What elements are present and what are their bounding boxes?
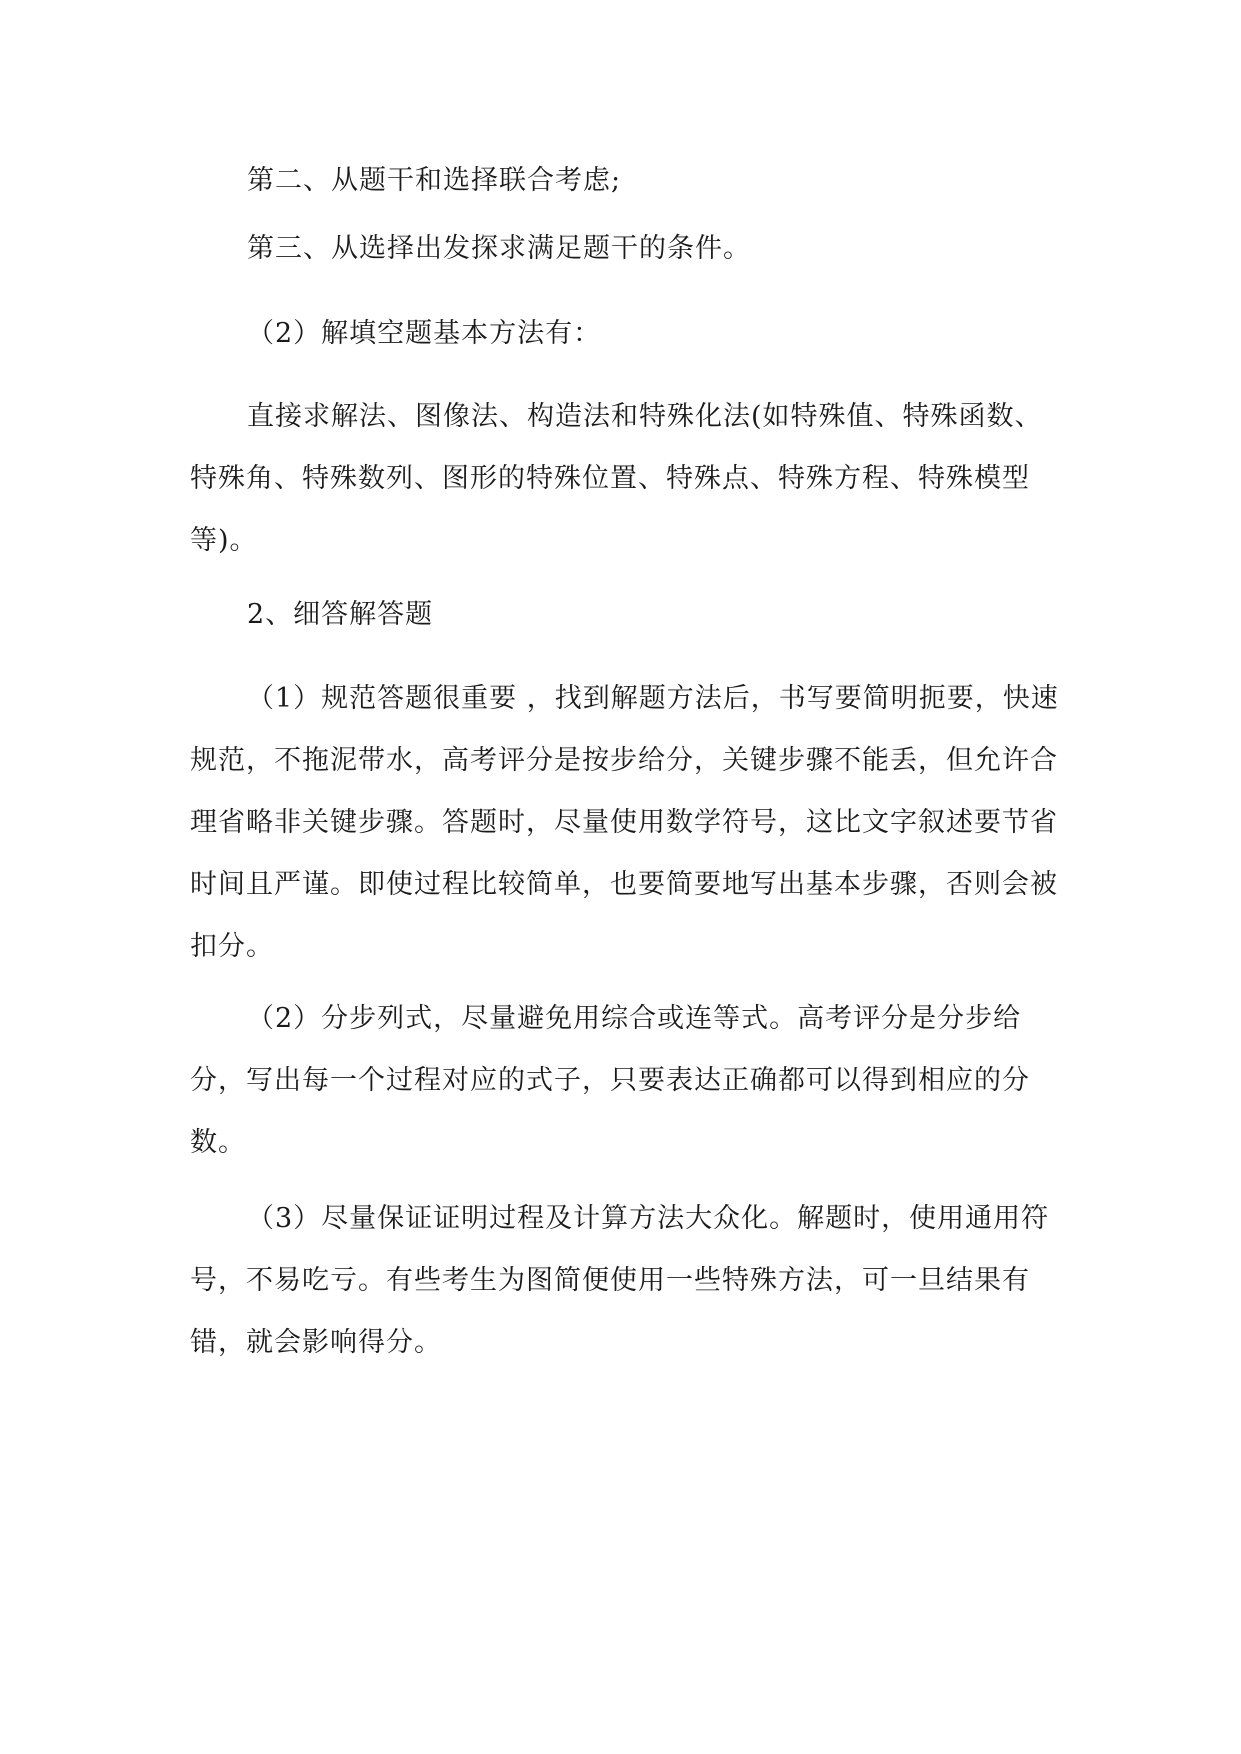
paragraph-standard-answering: （1）规范答题很重要 ，找到解题方法后，书写要简明扼要，快速规范，不拖泥带水，高考评分是按步给分，关键步骤不能丢，但允许合理省略非关键步骤。答题时，尽量使用数学符号，这比文字叙述要节省时间且严谨。即使过程比较简单，也要简要地写出基本步骤，否则会被扣分。 (190, 683, 1059, 962)
paragraph-fill-blank-heading: （2）解填空题基本方法有： (247, 318, 602, 349)
paragraph-popular-methods: （3）尽量保证证明过程及计算方法大众化。解题时，使用通用符号，不易吃亏。有些考生为图简便使用一些特殊方法，可一旦结果有错，就会影响得分。 (190, 1203, 1050, 1358)
paragraph-step-by-step: （2）分步列式，尽量避免用综合或连等式。高考评分是分步给分，写出每一个过程对应的式子，只要表达正确都可以得到相应的分数。 (190, 1003, 1030, 1158)
paragraph-third-point: 第三、从选择出发探求满足题干的条件。 (247, 233, 751, 264)
paragraph-fill-blank-methods: 直接求解法、图像法、构造法和特殊化法(如特殊值、特殊函数、特殊角、特殊数列、图形的特殊位置、特殊点、特殊方程、特殊模型等)。 (190, 401, 1043, 556)
paragraph-second-point: 第二、从题干和选择联合考虑; (247, 165, 622, 196)
section-heading-answer-questions: 2、细答解答题 (247, 599, 434, 630)
